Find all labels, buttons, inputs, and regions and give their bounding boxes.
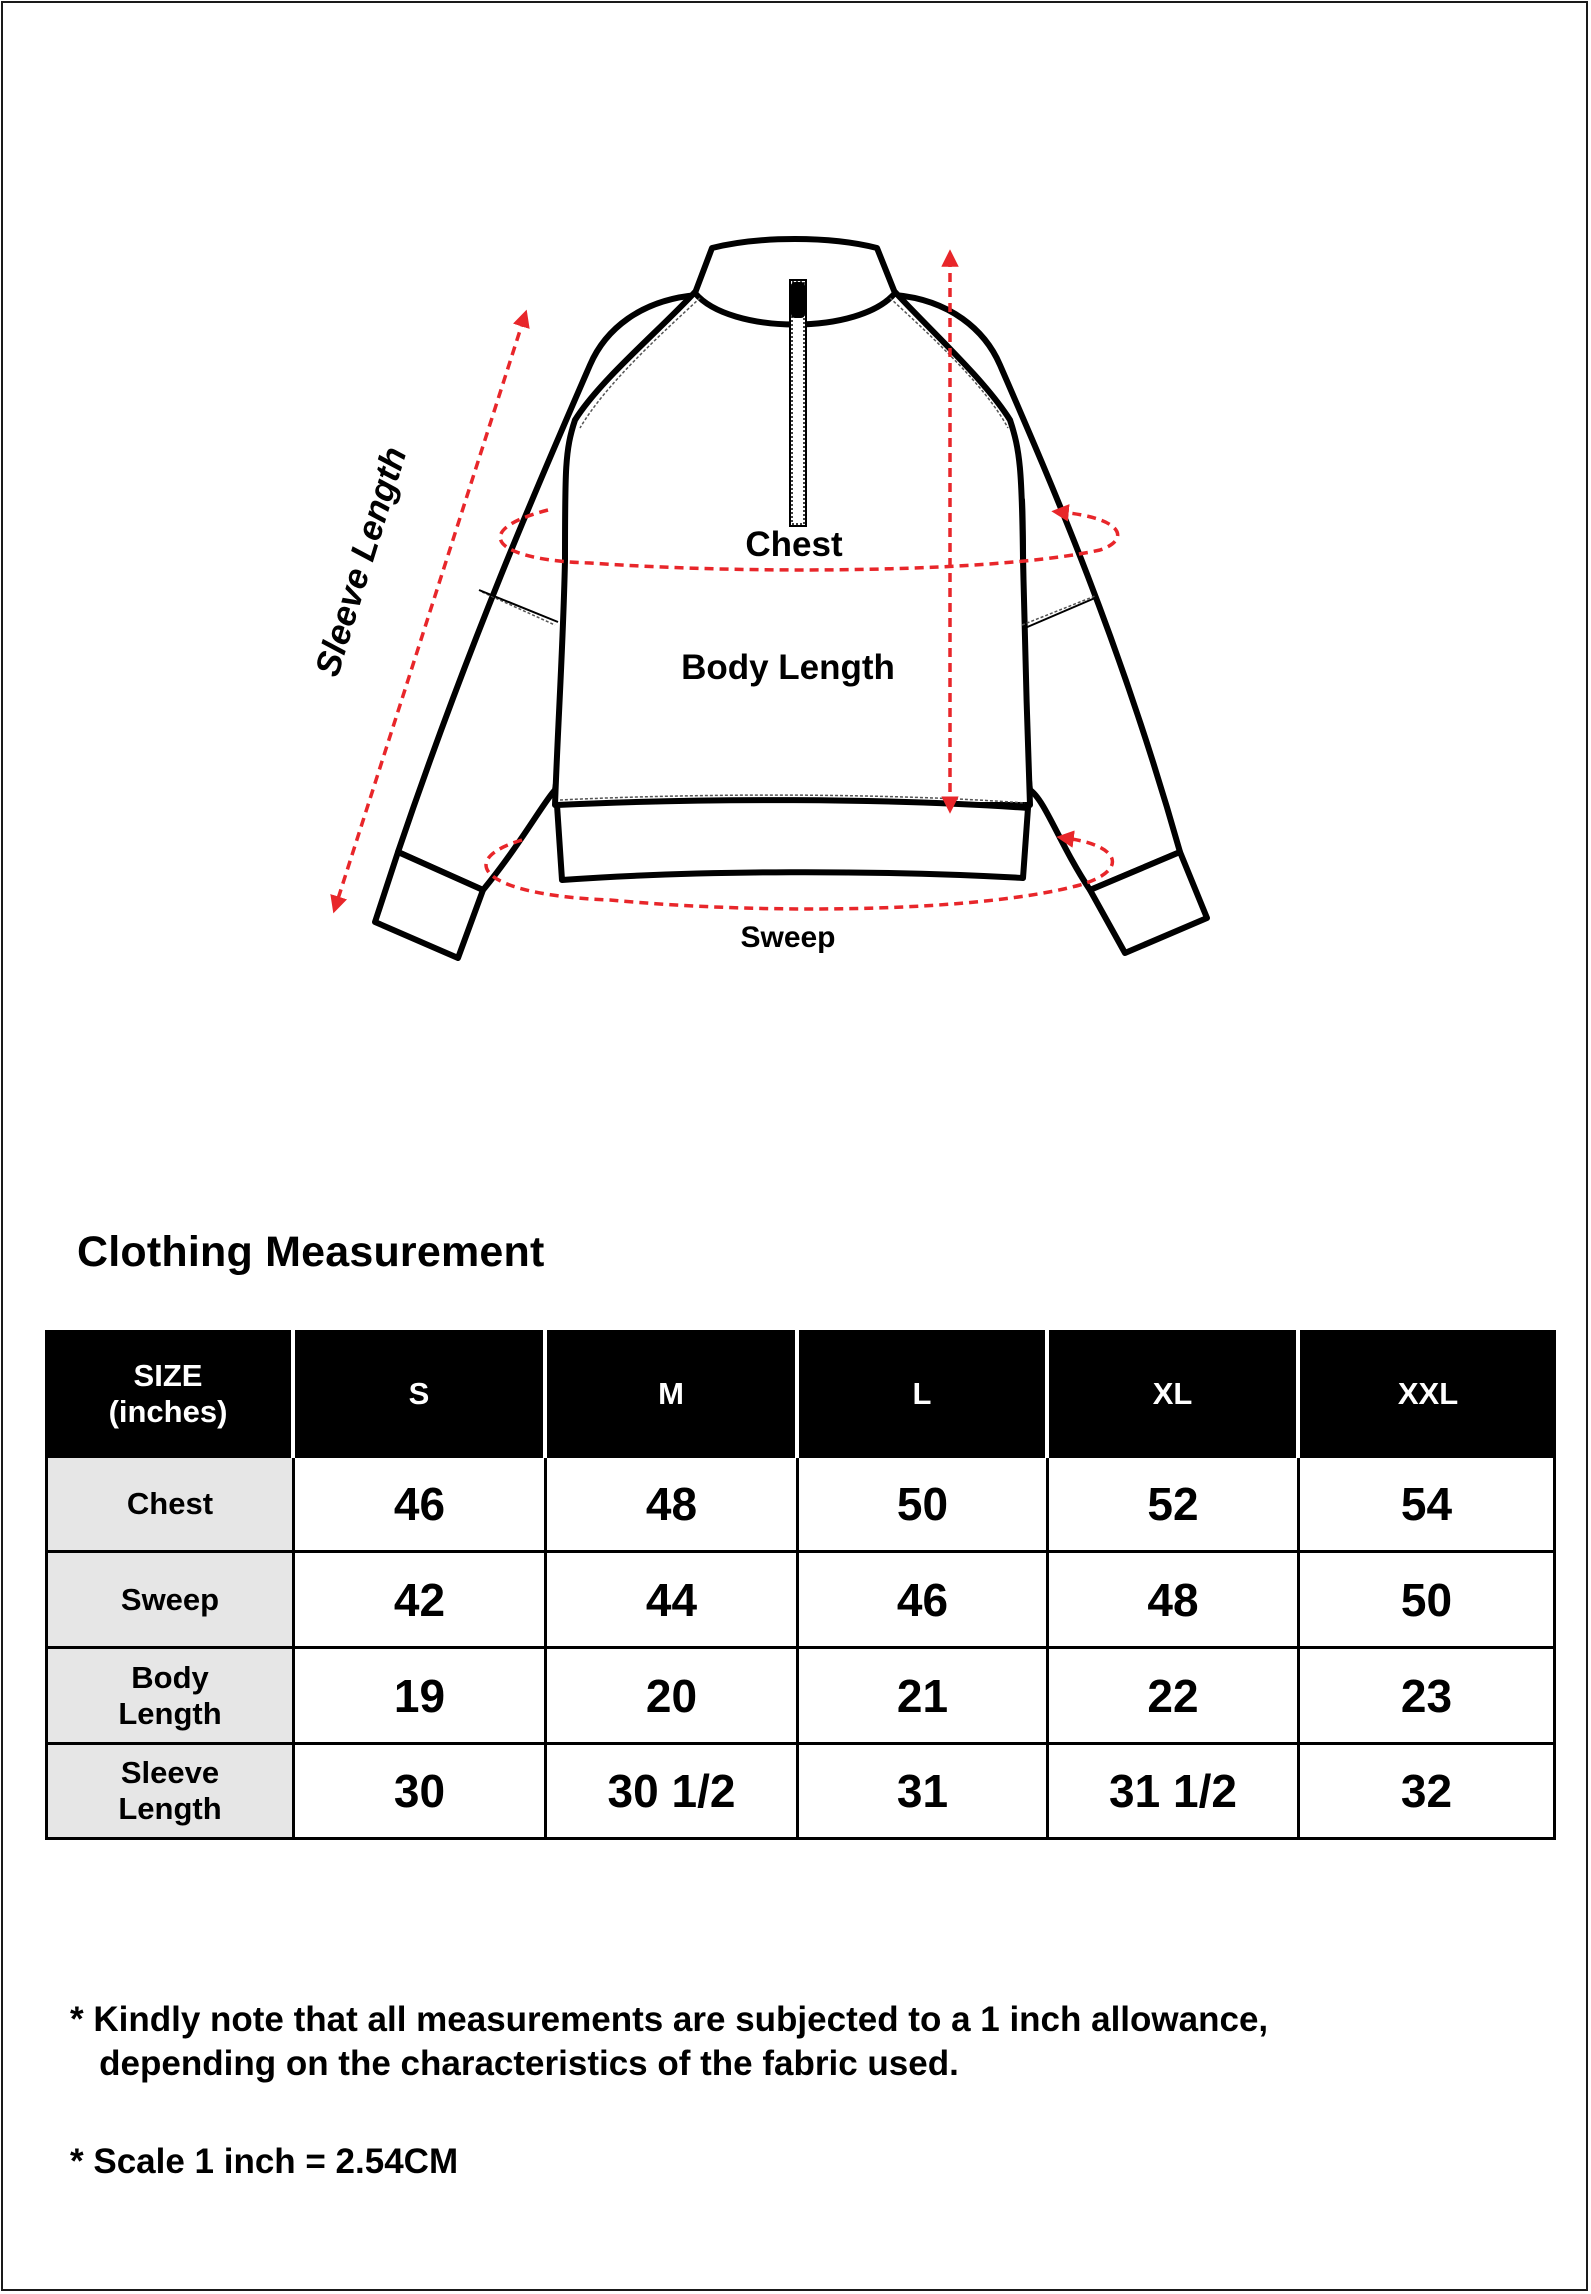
table-cell: 52 — [1049, 1458, 1300, 1553]
sweep-label: Sweep — [740, 921, 836, 954]
hem-rib — [557, 800, 1028, 880]
table-cell: 48 — [547, 1458, 799, 1553]
row-label-text: Chest — [126, 1486, 214, 1521]
row-label-body-length — [45, 1649, 295, 1745]
table-cell: 46 — [295, 1458, 547, 1553]
chest-label: Chest — [745, 525, 843, 564]
table-cell: 31 — [799, 1745, 1049, 1840]
row-label-sweep — [45, 1553, 295, 1649]
row-label-sleeve-length — [45, 1745, 295, 1840]
row-label-text: Body — [131, 1659, 209, 1695]
header-size-s: S — [295, 1330, 547, 1458]
table-cell: 30 — [295, 1745, 547, 1840]
header-size-xxl: XXL — [1300, 1330, 1556, 1458]
row-label-text: Length — [118, 1791, 222, 1826]
zipper — [790, 280, 806, 526]
header-size-m: M — [547, 1330, 799, 1458]
table-cell: 42 — [295, 1553, 547, 1649]
header-size-l: L — [799, 1330, 1049, 1458]
row-label-text: Sweep — [120, 1581, 220, 1617]
row-label-text: Length — [118, 1695, 222, 1731]
table-cell: 50 — [799, 1458, 1049, 1553]
header-size-unit: (inches) — [108, 1394, 228, 1429]
table-cell: 30 1/2 — [547, 1745, 799, 1840]
scale-note: * Scale 1 inch = 2.54CM — [70, 2142, 459, 2181]
table-cell: 48 — [1049, 1553, 1300, 1649]
table-cell: 22 — [1049, 1649, 1300, 1745]
header-size-label: SIZE — [133, 1358, 203, 1393]
table-cell: 21 — [799, 1649, 1049, 1745]
row-label-text: Sleeve — [120, 1755, 220, 1790]
body-length-label: Body Length — [681, 648, 895, 687]
table-cell: 44 — [547, 1553, 799, 1649]
table-cell: 31 1/2 — [1049, 1745, 1300, 1840]
allowance-note-line1: * Kindly note that all measurements are subjected to a 1 inch allowance, — [70, 2000, 1269, 2039]
table-cell: 54 — [1300, 1458, 1556, 1553]
table-cell: 32 — [1300, 1745, 1556, 1840]
sleeve-length-label: Sleeve Length — [307, 442, 415, 681]
allowance-note — [70, 1998, 1268, 2086]
sweatshirt-diagram — [0, 0, 1591, 1000]
table-cell: 46 — [799, 1553, 1049, 1649]
page-title: Clothing Measurement — [77, 1228, 545, 1276]
header-size-cell — [45, 1330, 295, 1458]
header-size-xl: XL — [1049, 1330, 1300, 1458]
row-label-chest — [45, 1458, 295, 1553]
table-cell: 50 — [1300, 1553, 1556, 1649]
table-cell: 19 — [295, 1649, 547, 1745]
table-cell: 23 — [1300, 1649, 1556, 1745]
allowance-note-line2: depending on the characteristics of the fabric used. — [70, 2044, 959, 2083]
size-table — [45, 1330, 1556, 1840]
table-cell: 20 — [547, 1649, 799, 1745]
